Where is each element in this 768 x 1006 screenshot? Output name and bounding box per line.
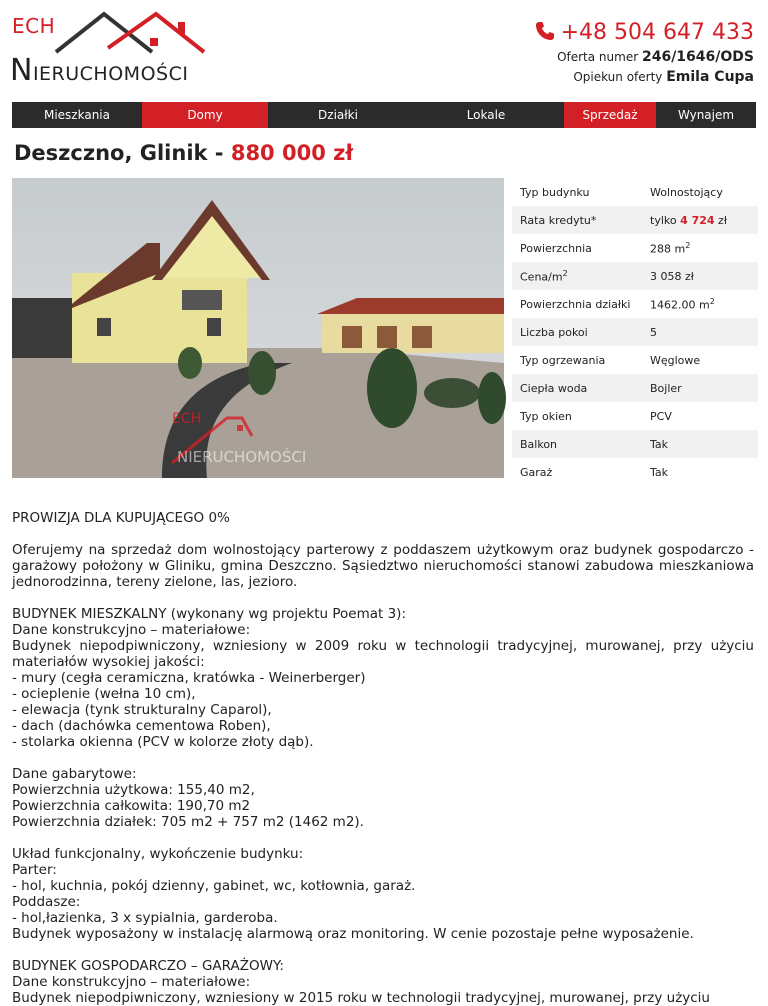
watermark-name: NIERUCHOMOŚCI: [177, 448, 307, 466]
description-intro: Oferujemy na sprzedaż dom wolnostojący parterowy z poddaszem użytkowym oraz budynek gospodarczo - garażowy położony w Gliniku, gmina Deszczno. Sąsiedztwo nieruchomości stanowi zabudowa mieszkaniowa jednorodzinna, tereny zielone, las, jezioro.: [12, 542, 754, 590]
spec-row: [512, 374, 758, 402]
agent-name: Emila Cupa: [666, 69, 754, 85]
nav-item-wynajem[interactable]: Wynajem: [677, 108, 735, 122]
spec-value: Bojler: [650, 381, 682, 395]
agent-line: [535, 69, 754, 85]
spec-label: Typ okien: [520, 409, 572, 423]
spec-row: [512, 234, 758, 262]
nav-item-mieszkania[interactable]: Mieszkania: [43, 108, 110, 122]
spec-value: Tak: [650, 437, 669, 451]
watermark-ech: ECH: [172, 411, 202, 427]
description-paragraph: Układ funkcjonalny, wykończenie budynku: Parter: - hol, kuchnia, pokój dzienny, gabinet, wc, kotłownia, garaż. Poddasze: - hol,łazienka, 3 x sypialnia, garderoba. Budynek wyposażony w instalację alarmową oraz monitoring. W cenie pozostaje pełne wyposażenie.: [12, 846, 694, 942]
spec-label: Balkon: [520, 437, 558, 451]
spec-value: Tak: [650, 465, 669, 479]
phone-icon: [535, 21, 555, 41]
description: [12, 510, 754, 1006]
nav-item-sprzedaz[interactable]: Sprzedaż: [564, 102, 656, 128]
header: [0, 0, 768, 100]
offer-number: 246/1646/ODS: [641, 49, 754, 65]
spec-value: 1462.00 $m^2$: [650, 296, 715, 312]
spec-label: Liczba pokoi: [520, 325, 588, 339]
main-nav: [12, 102, 756, 128]
spec-row: [512, 290, 758, 318]
spec-label: Ciepła woda: [520, 381, 588, 395]
page-title: [14, 141, 353, 165]
phone-number: +48 504 647 433: [560, 20, 754, 45]
specs-table: [512, 178, 758, 486]
spec-label: Cena/$m^2$: [520, 268, 568, 284]
phone-link[interactable]: [535, 20, 754, 45]
house-photo-image: [12, 178, 504, 478]
spec-value: tylko 4 724 zł: [650, 213, 727, 227]
spec-value: Wolnostojący: [650, 185, 723, 199]
spec-value: 5: [650, 325, 657, 339]
spec-value: PCV: [650, 409, 672, 423]
contact-box: [535, 20, 754, 85]
spec-row: [512, 346, 758, 374]
property-photo[interactable]: [12, 178, 504, 478]
spec-label: Typ ogrzewania: [520, 353, 606, 367]
listing-location: Deszczno, Glinik -: [14, 141, 224, 165]
spec-row: [512, 402, 758, 430]
agent-label: Opiekun oferty: [573, 70, 663, 84]
nav-item-domy[interactable]: Domy: [142, 102, 268, 128]
spec-row: [512, 430, 758, 458]
offer-number-label: Oferta numer: [557, 50, 639, 64]
spec-row: [512, 458, 758, 486]
offer-number-line: [535, 49, 754, 65]
spec-value: 3 058 zł: [650, 269, 694, 283]
spec-label: Rata kredytu*: [520, 213, 597, 227]
spec-row: [512, 262, 758, 290]
logo-ech-text: ECH: [12, 14, 56, 38]
spec-value: 288 $m^2$: [650, 240, 691, 256]
listing-price: 880 000 zł: [230, 141, 354, 165]
spec-label: Typ budynku: [520, 185, 590, 199]
spec-label: Powierzchnia działki: [520, 297, 631, 311]
spec-value: Węglowe: [650, 353, 701, 367]
spec-row: [512, 206, 758, 234]
description-paragraph: BUDYNEK MIESZKALNY (wykonany wg projektu Poemat 3): Dane konstrukcyjno – materiałowe: Budynek niepodpiwniczony, wzniesiony w 2009 roku w technologii tradycyjnej, murowanej, przy użyciu materiałów wysokiej jakości: - mury (cegła ceramiczna, kratówka - Weinerberger) - ocieplenie (wełna 10 cm), - elewacja (tynk strukturalny Caparol), - dach (dachówka cementowa Roben), - stolarka okienna (PCV w kolorze złoty dąb).: [12, 606, 754, 750]
agency-logo[interactable]: [10, 8, 210, 88]
nav-item-dzialki[interactable]: Działki: [318, 108, 358, 122]
commission-note: PROWIZJA DLA KUPUJĄCEGO 0%: [12, 510, 230, 526]
spec-row: [512, 178, 758, 206]
logo-name-text: NIERUCHOMOŚCI: [10, 53, 189, 88]
spec-label: Garaż: [520, 465, 553, 479]
spec-label: Powierzchnia: [520, 241, 592, 255]
description-paragraph: Dane gabarytowe: Powierzchnia użytkowa: 155,40 m2, Powierzchnia całkowita: 190,70 m2 Powierzchnia działek: 705 m2 + 757 m2 (1462 m2).: [12, 766, 364, 830]
nav-item-lokale[interactable]: Lokale: [466, 108, 506, 122]
spec-row: [512, 318, 758, 346]
description-paragraph: BUDYNEK GOSPODARCZO – GARAŻOWY: Dane konstrukcyjno – materiałowe: Budynek niepodpiwniczony, wzniesiony w 2015 roku w technologii tradycyjnej, murowanej, przy użyciu: [12, 958, 710, 1006]
